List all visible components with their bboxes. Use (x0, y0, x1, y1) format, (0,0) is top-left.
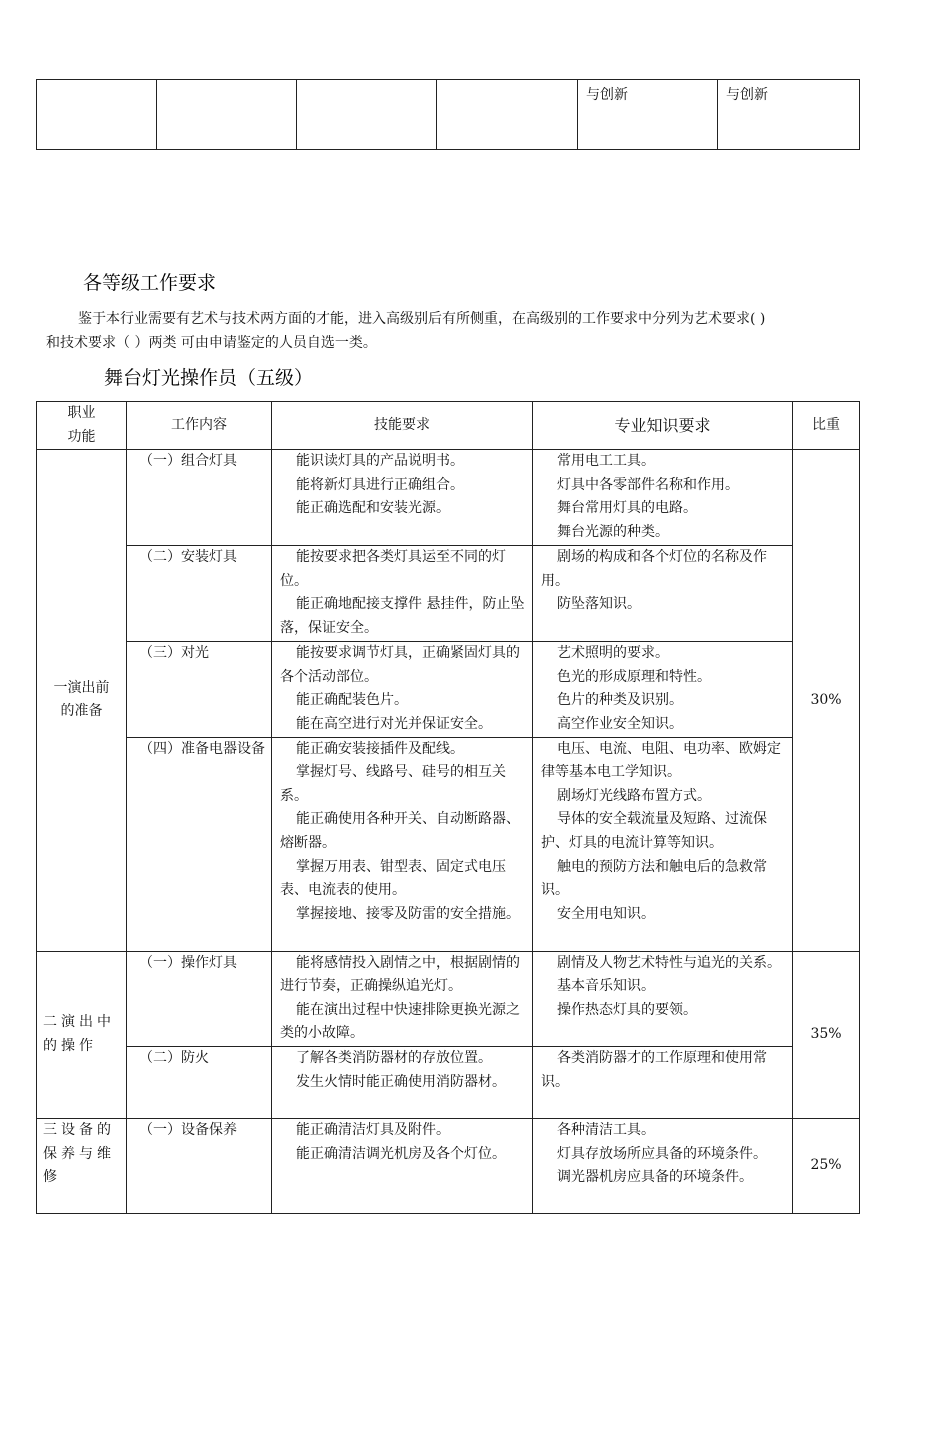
header-weight: 比重 (793, 402, 860, 450)
knowledge-cell (533, 1046, 793, 1118)
function-line2: 的准备 (60, 703, 103, 720)
requirements-table (36, 401, 860, 1214)
knowledge-item: 操作热态灯具的要领。 (557, 1001, 697, 1018)
skills-cell (272, 1046, 533, 1118)
weight-cell-2: 35% (793, 951, 860, 1118)
table-row (37, 951, 860, 1046)
header-function-line2: 功能 (67, 428, 96, 445)
skill-item: 能按要求调节灯具，正确紧固灯具的各个活动部位。 (280, 645, 520, 685)
table-cell: 与创新 (718, 80, 860, 150)
table-cell (37, 80, 157, 150)
content-cell: （二）防火 (127, 1046, 272, 1118)
weight-cell-1: 30% (793, 450, 860, 951)
knowledge-cell (533, 737, 793, 951)
skills-cell (272, 737, 533, 951)
knowledge-item: 各类消防器才的工作原理和使用常识。 (541, 1049, 767, 1090)
function-cell-3 (37, 1118, 127, 1213)
intro-line-1: 鉴于本行业需要有艺术与技术两方面的才能，进入高级别后有所侧重，在高级别的工作要求中分列为艺术要求( ) (78, 311, 766, 327)
function-line1: 二演出中 (43, 1014, 115, 1031)
table-cell (157, 80, 297, 150)
knowledge-item: 灯具中各零部件名称和作用。 (557, 476, 739, 493)
header-row (37, 402, 860, 450)
knowledge-item: 导体的安全载流量及短路、过流保护、灯具的电流计算等知识。 (541, 811, 767, 851)
intro-line-2: 和技术要求（ ）两类 可由申请鉴定的人员自选一类。 (46, 335, 377, 351)
skill-item: 能正确清洁灯具及附件。 (296, 1121, 450, 1138)
knowledge-item: 常用电工工具。 (557, 453, 655, 470)
content-cell: （三）对光 (127, 642, 272, 737)
table-row (37, 546, 860, 642)
table-cell (297, 80, 437, 150)
knowledge-item: 基本音乐知识。 (557, 978, 655, 995)
weight-cell-3: 25% (793, 1118, 860, 1213)
skill-item: 能正确使用各种开关、自动断路器、熔断器。 (280, 811, 520, 851)
skill-item: 能将感情投入剧情之中，根据剧情的进行节奏，正确操纵追光灯。 (280, 954, 520, 995)
content-cell: （一）设备保养 (127, 1118, 272, 1213)
knowledge-cell (533, 546, 793, 642)
knowledge-cell (533, 450, 793, 546)
content-cell: （二）安装灯具 (127, 546, 272, 642)
skill-item: 发生火情时能正确使用消防器材。 (296, 1073, 506, 1090)
knowledge-cell (533, 642, 793, 737)
function-line2: 的操作 (43, 1037, 97, 1054)
table-row (37, 737, 860, 951)
skill-item: 能正确配装色片。 (296, 692, 408, 709)
knowledge-item: 调光器机房应具备的环境条件。 (557, 1169, 753, 1186)
skill-item: 掌握万用表、钳型表、固定式电压表、电流表的使用。 (280, 858, 506, 899)
knowledge-cell (533, 1118, 793, 1213)
skill-item: 掌握接地、接零及防雷的安全措施。 (296, 905, 520, 922)
skill-item: 掌握灯号、线路号、硅号的相互关系。 (280, 764, 506, 804)
section-title: 各等级工作要求 (83, 272, 217, 294)
function-cell-1 (37, 450, 127, 951)
knowledge-item: 电压、电流、电阻、电功率、欧姆定律等基本电工学知识。 (541, 740, 781, 781)
function-line2: 保养与维修 (43, 1145, 115, 1186)
knowledge-item: 灯具存放场所应具备的环境条件。 (557, 1145, 767, 1162)
knowledge-item: 高空作业安全知识。 (557, 715, 683, 732)
skill-item: 能按要求把各类灯具运至不同的灯位。 (280, 549, 506, 589)
knowledge-cell (533, 951, 793, 1046)
knowledge-item: 舞台常用灯具的电路。 (557, 500, 697, 517)
skills-cell (272, 546, 533, 642)
content-cell: （一）组合灯具 (127, 450, 272, 546)
function-line1: 一演出前 (53, 679, 110, 696)
header-function-line1: 职业 (67, 405, 96, 421)
header-content: 工作内容 (127, 402, 272, 450)
skills-cell (272, 1118, 533, 1213)
content-cell: （四）准备电器设备 (127, 737, 272, 951)
knowledge-item: 艺术照明的要求。 (557, 645, 669, 662)
skill-item: 能识读灯具的产品说明书。 (296, 453, 464, 470)
table-row (37, 642, 860, 737)
table-row (37, 1118, 860, 1213)
table-cell (437, 80, 578, 150)
skill-item: 能正确地配接支撑件 悬挂件，防止坠落，保证安全。 (280, 596, 525, 636)
skill-item: 能将新灯具进行正确组合。 (296, 476, 464, 493)
skill-item: 能在高空进行对光并保证安全。 (296, 715, 492, 732)
skills-cell (272, 951, 533, 1046)
skill-item: 了解各类消防器材的存放位置。 (296, 1049, 492, 1066)
table-row (37, 450, 860, 546)
knowledge-item: 舞台光源的种类。 (557, 523, 669, 540)
content-cell: （一）操作灯具 (127, 951, 272, 1046)
table-row (37, 1046, 860, 1118)
table-cell: 与创新 (578, 80, 718, 150)
top-fragment-table (36, 79, 860, 150)
function-cell-2 (37, 951, 127, 1118)
knowledge-item: 触电的预防方法和触电后的急救常识。 (541, 858, 767, 899)
skills-cell (272, 642, 533, 737)
header-knowledge: 专业知识要求 (533, 402, 793, 450)
knowledge-item: 色光的形成原理和特性。 (557, 668, 711, 685)
knowledge-item: 色片的种类及识别。 (557, 692, 683, 709)
knowledge-item: 剧场的构成和各个灯位的名称及作用。 (541, 549, 767, 589)
table-row (37, 80, 860, 150)
knowledge-item: 各种清洁工具。 (557, 1121, 655, 1138)
skills-cell (272, 450, 533, 546)
skill-item: 能正确清洁调光机房及各个灯位。 (296, 1145, 506, 1162)
header-function (37, 402, 127, 450)
knowledge-item: 剧场灯光线路布置方式。 (557, 787, 711, 804)
function-line1: 三设备的 (43, 1121, 115, 1138)
knowledge-item: 剧情及人物艺术特性与追光的关系。 (557, 954, 781, 971)
header-skills: 技能要求 (272, 402, 533, 450)
skill-item: 能在演出过程中快速排除更换光源之类的小故障。 (280, 1001, 520, 1042)
knowledge-item: 安全用电知识。 (557, 905, 655, 922)
knowledge-item: 防坠落知识。 (557, 596, 641, 613)
skill-item: 能正确选配和安装光源。 (296, 500, 450, 517)
level-title: 舞台灯光操作员（五级） (104, 367, 314, 389)
skill-item: 能正确安装接插件及配线。 (296, 740, 464, 757)
